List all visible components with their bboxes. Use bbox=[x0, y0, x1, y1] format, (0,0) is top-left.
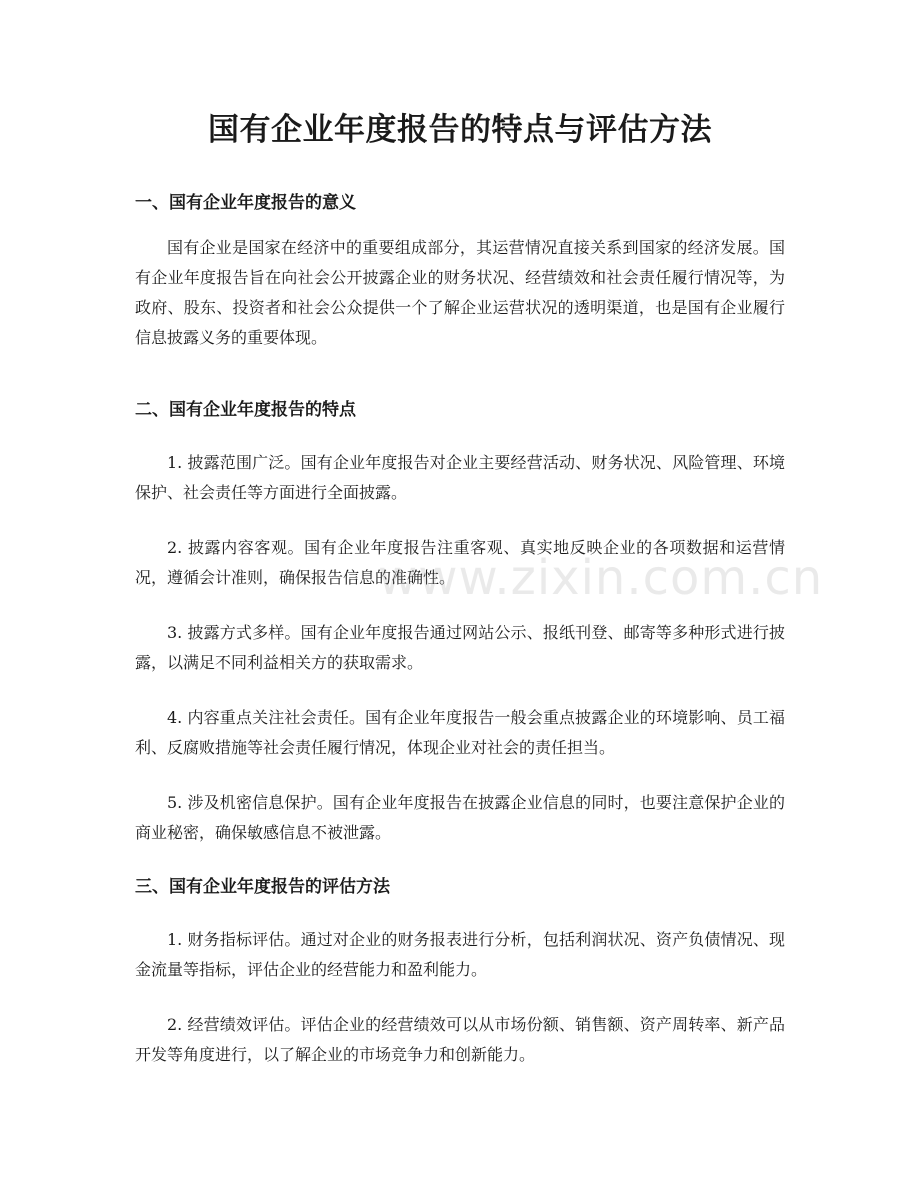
paragraph-feature-4: 4. 内容重点关注社会责任。国有企业年度报告一般会重点披露企业的环境影响、员工福利、反腐败措施等社会责任履行情况，体现企业对社会的责任担当。 bbox=[135, 708, 785, 757]
section-heading-features: 二、国有企业年度报告的特点 bbox=[135, 400, 356, 420]
section-heading-evaluation: 三、国有企业年度报告的评估方法 bbox=[135, 877, 390, 897]
paragraph-feature-5: 5. 涉及机密信息保护。国有企业年度报告在披露企业信息的同时，也要注意保护企业的商业秘密，确保敏感信息不被泄露。 bbox=[135, 793, 785, 842]
paragraph-significance: 国有企业是国家在经济中的重要组成部分，其运营情况直接关系到国家的经济发展。国有企业年度报告旨在向社会公开披露企业的财务状况、经营绩效和社会责任履行情况等，为政府、股东、投资者和社会公众提供一个了解企业运营状况的透明渠道，也是国有企业履行信息披露义务的重要体现。 bbox=[135, 238, 785, 347]
paragraph-feature-2: 2. 披露内容客观。国有企业年度报告注重客观、真实地反映企业的各项数据和运营情况，遵循会计准则，确保报告信息的准确性。 bbox=[135, 538, 785, 587]
section-heading-significance: 一、国有企业年度报告的意义 bbox=[135, 193, 356, 213]
paragraph-feature-3: 3. 披露方式多样。国有企业年度报告通过网站公示、报纸刊登、邮寄等多种形式进行披露，以满足不同利益相关方的获取需求。 bbox=[135, 623, 785, 672]
watermark: www.zixin.com.cn bbox=[378, 550, 824, 606]
paragraph-feature-1: 1. 披露范围广泛。国有企业年度报告对企业主要经营活动、财务状况、风险管理、环境保护、社会责任等方面进行全面披露。 bbox=[135, 453, 785, 502]
paragraph-evaluation-2: 2. 经营绩效评估。评估企业的经营绩效可以从市场份额、销售额、资产周转率、新产品开发等角度进行，以了解企业的市场竞争力和创新能力。 bbox=[135, 1015, 785, 1064]
page-title: 国有企业年度报告的特点与评估方法 bbox=[208, 112, 712, 148]
paragraph-evaluation-1: 1. 财务指标评估。通过对企业的财务报表进行分析，包括利润状况、资产负债情况、现金流量等指标，评估企业的经营能力和盈利能力。 bbox=[135, 930, 785, 979]
